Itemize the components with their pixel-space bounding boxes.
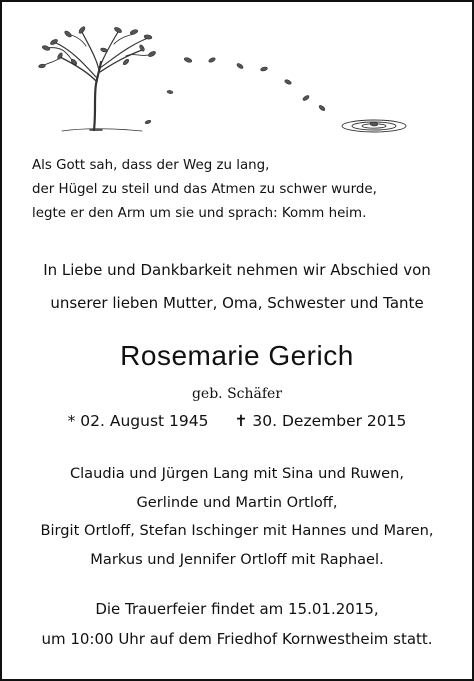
tree-and-leaves-illustration xyxy=(2,2,472,152)
mourners-list xyxy=(2,460,472,574)
birth-name: geb. Schäfer xyxy=(191,386,283,402)
intro-text xyxy=(2,254,472,320)
intro-line: In Liebe und Dankbarkeit nehmen wir Abschied von xyxy=(43,261,431,279)
mourners-line: Markus und Jennifer Ortloff mit Raphael. xyxy=(90,550,384,568)
deceased-name: Rosemarie Gerich xyxy=(120,340,354,371)
life-dates xyxy=(2,412,472,430)
mourners-line: Gerlinde und Martin Ortloff, xyxy=(136,493,338,511)
death-date: ✝ 30. Dezember 2015 xyxy=(234,412,407,430)
funeral-line: Die Trauerfeier findet am 15.01.2015, xyxy=(95,600,379,618)
funeral-line: um 10:00 Uhr auf dem Friedhof Kornwestheim statt. xyxy=(41,630,433,648)
mourners-line: Claudia und Jürgen Lang mit Sina und Ruwen, xyxy=(69,465,405,482)
funeral-notice xyxy=(2,594,472,654)
mourners-line: Birgit Ortloff, Stefan Ischinger mit Hannes und Maren, xyxy=(40,522,434,539)
poem-line: der Hügel zu steil und das Atmen zu schwer wurde, xyxy=(32,182,377,197)
intro-line: unserer lieben Mutter, Oma, Schwester und Tante xyxy=(50,294,424,312)
poem-line: Als Gott sah, dass der Weg zu lang, xyxy=(32,158,270,173)
poem-line: legte er den Arm um sie und sprach: Komm heim. xyxy=(32,206,367,221)
poem xyxy=(32,154,377,226)
birth-date: * 02. August 1945 xyxy=(67,412,209,430)
